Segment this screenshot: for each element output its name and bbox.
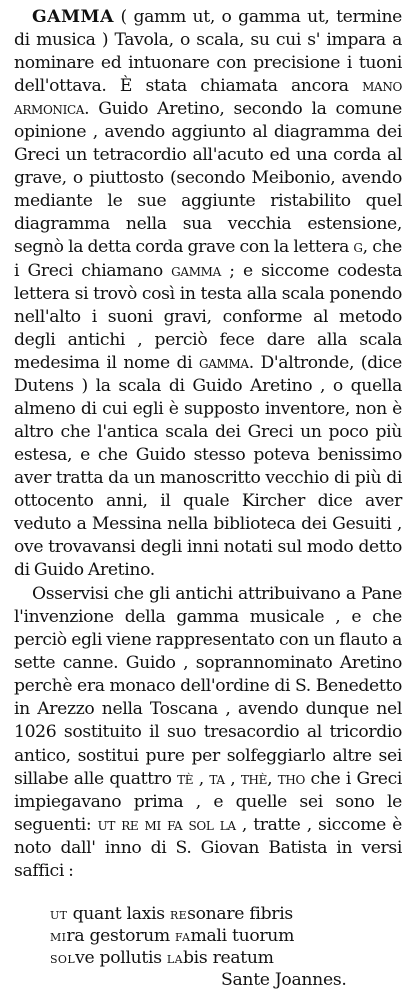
verse-line-3-text-1: ve pollutis xyxy=(75,947,167,968)
verse-line-2 xyxy=(50,925,402,947)
entry-headword: GAMMA xyxy=(32,7,114,27)
paragraph-1-text-4: ; e siccome codesta lettera si trovò così in testa alla scala ponendo nell'alto i suoni gravi, conforme al metodo degli antichi , perciò fece dare alla scala medesima il nome di xyxy=(14,260,402,373)
verse-line-2-text-1: ra gestorum xyxy=(66,925,176,946)
verse-syllable-re: re xyxy=(169,904,188,923)
term-gamma-2: gamma xyxy=(198,352,249,373)
verse-line-1 xyxy=(50,903,402,925)
solfege-syllables: ut re mi fa sol la xyxy=(97,814,236,835)
paragraph-2-text-1: Osservisi che gli antichi attribuivano a Pane l'invenzione della gamma musicale , e che perciò egli viene rappresentato con un flauto a sette canne. Guido , soprannominato Aretino perchè era monaco dell'ordine di S. Benedetto in Arezzo nella Toscana , avendo dunque nel 1026 sostituito il suo tresacordio al tricordio antico, sostitui pure per solfeggiarlo altre sei sillabe alle quattro xyxy=(14,584,402,789)
verse-line-1-text-1: quant laxis xyxy=(67,903,170,924)
greek-syllable-tho: tho xyxy=(277,768,305,789)
verse-syllable-mi: mi xyxy=(50,926,67,945)
verse-syllable-ut: ut xyxy=(50,904,68,923)
paragraph-1-text-5: . D'altronde, (dice Dutens ) la scala di Guido Aretino , o quella almeno di cui egli è supposto inventore, non è altro che l'antica scala dei Greci un poco più estesa, e che Guido stesso poteva benissimo aver tratta da un manoscritto vecchio di più di ottocento anni, il quale Kircher dice aver veduto a Messina nella biblioteca dei Gesuiti , ove trovavansi degli inni notati sul modo detto di Guido Aretino. xyxy=(14,352,402,581)
verse-syllable-sol: sol xyxy=(50,948,76,967)
term-mano-armonica: mano armonica xyxy=(14,76,402,120)
verse-line-3-text-2: bis reatum xyxy=(182,947,274,968)
paragraph-1-text-2: . Guido Aretino, secondo la comune opinione , avendo aggiunto al diagramma dei Greci un tetracordio all'acuto ed una corda al grave, o piuttosto (secondo Meibonio, avendo mediante le sue aggiunte ristabilito quel diagramma nella sua vecchia estensione, segnò la detta corda grave con la lettera xyxy=(14,99,402,258)
entry-paragraph-2 xyxy=(14,583,402,883)
greek-syllable-ta: ta xyxy=(209,768,225,789)
hymn-verse xyxy=(50,903,402,991)
term-letter-g: g xyxy=(353,237,363,258)
verse-line-1-text-2: sonare fibris xyxy=(187,903,293,924)
verse-line-3 xyxy=(50,947,402,969)
paragraph-1-text-3: , che i Greci chiamano xyxy=(14,237,403,281)
term-gamma-1: gamma xyxy=(171,260,221,281)
greek-syllable-te: tè xyxy=(177,768,194,789)
verse-syllable-fa: fa xyxy=(175,926,191,945)
verse-line-4: Sante Joannes. xyxy=(221,969,347,990)
entry-paragraph-1 xyxy=(14,6,402,582)
paragraph-2-sep-1: , xyxy=(193,768,210,789)
paragraph-2-sep-3: , xyxy=(267,768,278,789)
paragraph-2-text-2: che i Greci impiegavano prima , e quelle sei sono le seguenti: xyxy=(14,768,402,835)
verse-syllable-la: la xyxy=(166,948,183,967)
paragraph-1-text-1: ( gamm ut, o gamma ut, termine di musica ) Tavola, o scala, su cui s' impara a nominare ed intuonare con precisione i tuoni dell'ottava. È stata chiamata ancora xyxy=(14,7,402,97)
greek-syllable-the: thè xyxy=(240,768,268,789)
verse-line-2-text-2: mali tuorum xyxy=(190,925,295,946)
paragraph-2-sep-2: , xyxy=(224,768,241,789)
paragraph-2-text-3: , tratte , siccome è noto dall' inno di S. Giovan Batista in versi saffici : xyxy=(14,814,402,881)
